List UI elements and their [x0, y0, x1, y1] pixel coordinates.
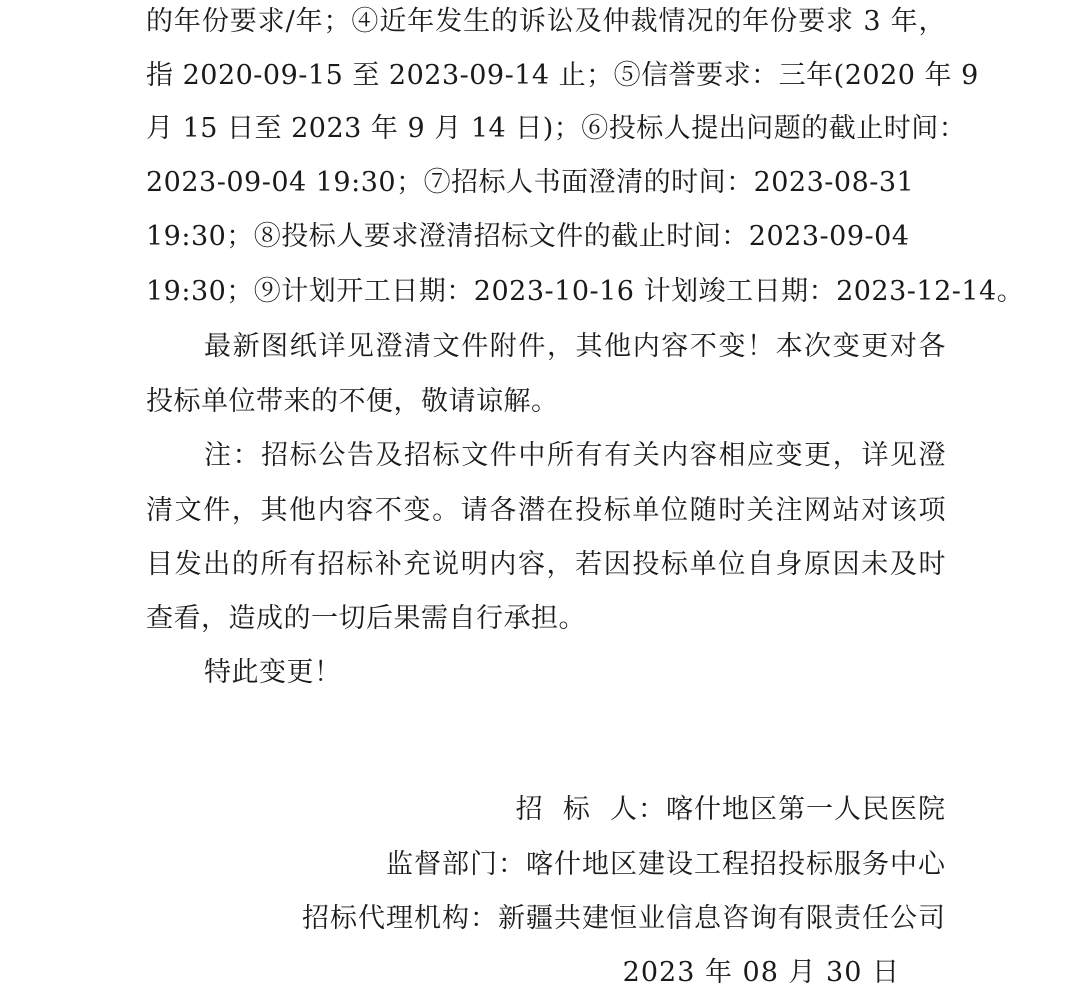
- signature-supervisor: 监督部门：喀什地区建设工程招投标服务中心: [386, 849, 946, 880]
- signature-date: 2023 年 08 月 30 日: [622, 957, 900, 988]
- body-line-5: 19:30；⑧投标人要求澄清招标文件的截止时间：2023-09-04: [146, 221, 910, 252]
- closing-statement: 特此变更！: [204, 657, 342, 688]
- body-line-1: 的年份要求/年；④近年发生的诉讼及仲裁情况的年份要求 3 年，: [146, 6, 946, 37]
- signature-agency: 招标代理机构：新疆共建恒业信息咨询有限责任公司: [302, 903, 946, 934]
- body-line-4: 2023-09-04 19:30；⑦招标人书面澄清的时间：2023-08-31: [146, 167, 915, 198]
- body-line-6: 19:30；⑨计划开工日期：2023-10-16 计划竣工日期：2023-12-14。: [146, 276, 1025, 307]
- note-paragraph-line-4: 查看，造成的一切后果需自行承担。: [146, 603, 586, 634]
- signature-tenderer: 招 标 人：喀什地区第一人民医院: [515, 794, 946, 825]
- drawings-paragraph-line-2: 投标单位带来的不便，敬请谅解。: [146, 386, 559, 417]
- note-paragraph-line-3: 目发出的所有招标补充说明内容，若因投标单位自身原因未及时: [146, 549, 946, 580]
- drawings-paragraph-line-1: 最新图纸详见澄清文件附件，其他内容不变！本次变更对各: [204, 331, 946, 362]
- body-line-3: 月 15 日至 2023 年 9 月 14 日)；⑥投标人提出问题的截止时间：: [146, 113, 967, 144]
- note-paragraph-line-1: 注：招标公告及招标文件中所有有关内容相应变更，详见澄: [204, 440, 946, 471]
- body-line-2: 指 2020-09-15 至 2023-09-14 止；⑤信誉要求：三年(2020 年 9: [146, 60, 979, 91]
- note-paragraph-line-2: 清文件，其他内容不变。请各潜在投标单位随时关注网站对该项: [146, 495, 946, 526]
